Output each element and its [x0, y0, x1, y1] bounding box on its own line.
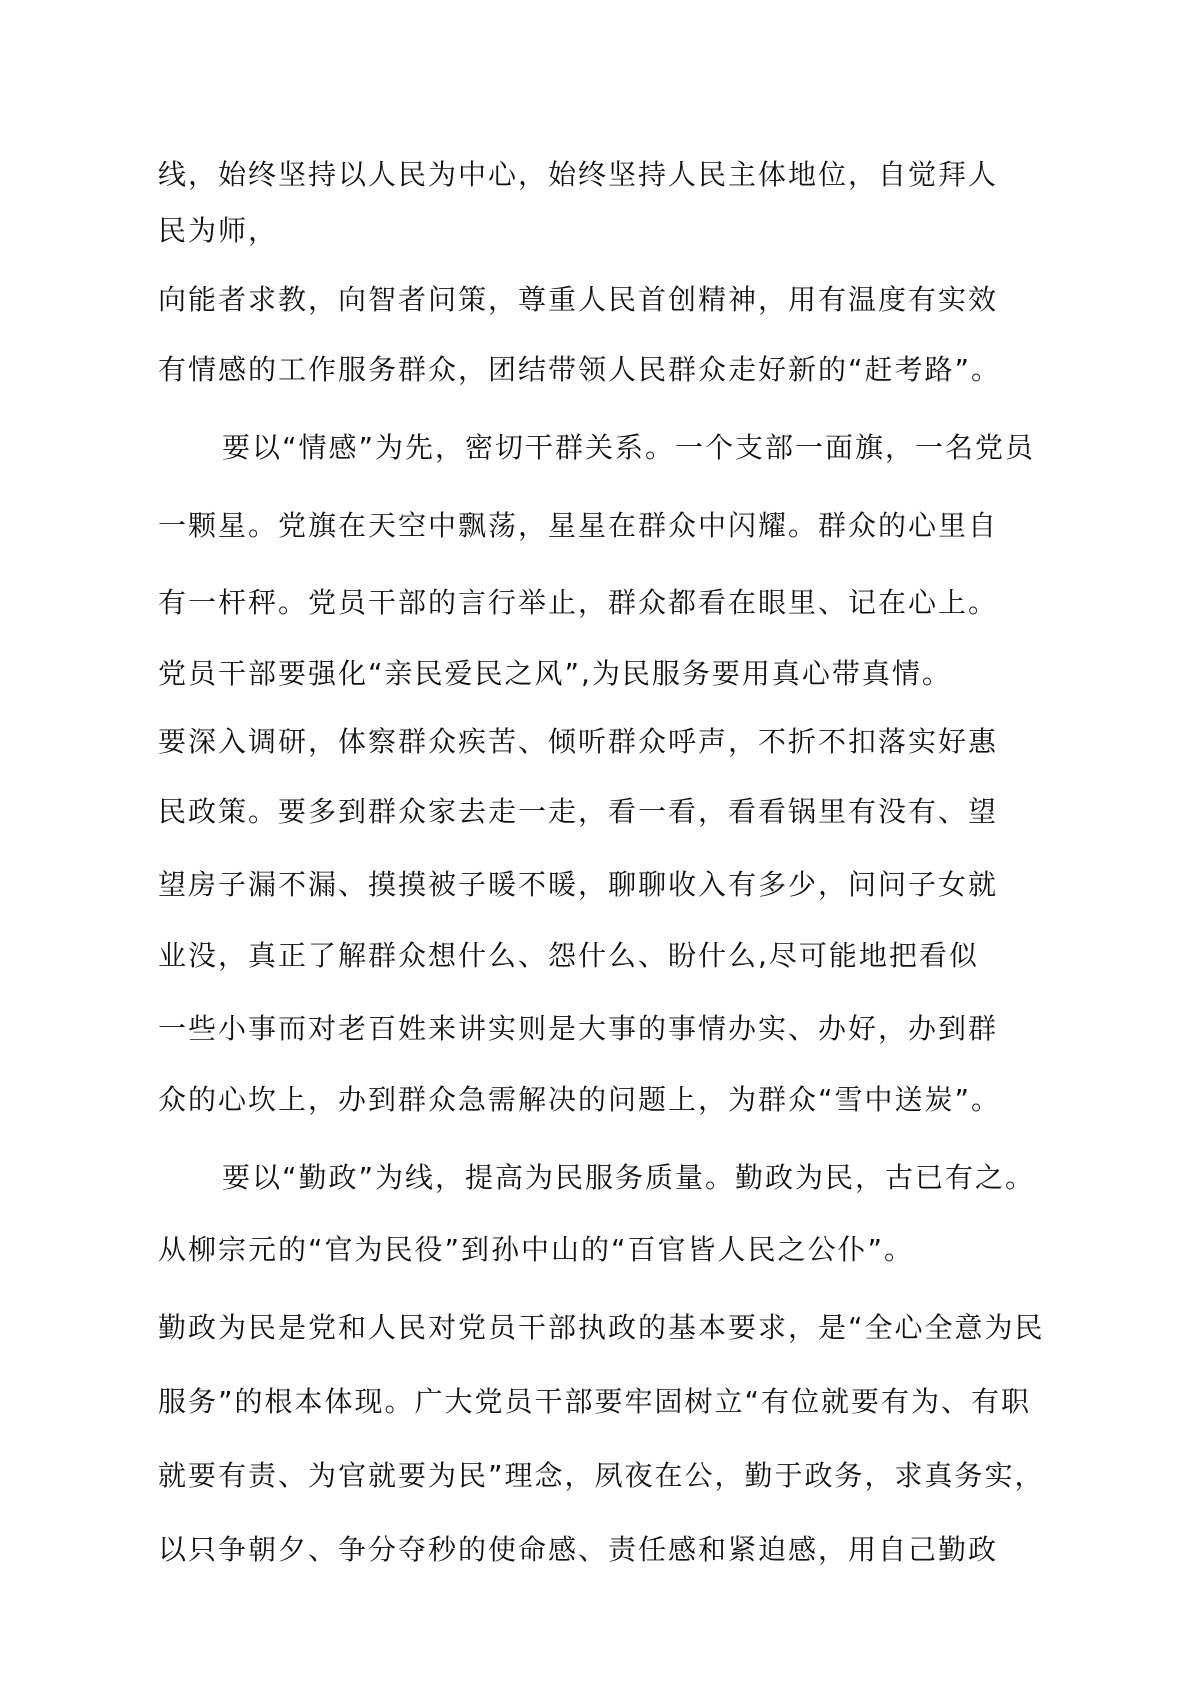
- text-line: 一颗星。党旗在天空中飘荡，星星在群众中闪耀。群众的心里自: [158, 509, 999, 542]
- text-line: 服务”的根本体现。广大党员干部要牢固树立“有位就要有为、有职: [158, 1385, 1032, 1418]
- text-line: 一些小事而对老百姓来讲实则是大事的事情办实、办好，办到群: [158, 1012, 999, 1045]
- text-line: 以只争朝夕、争分夺秒的使命感、责任感和紧迫感，用自己勤政: [158, 1533, 999, 1566]
- text-line: 众的心坎上，办到群众急需解决的问题上，为群众“雪中送炭”。: [158, 1083, 1002, 1116]
- text-line: 民政策。要多到群众家去走一走，看一看，看看锅里有没有、望: [158, 795, 999, 828]
- text-line: 勤政为民是党和人民对党员干部执政的基本要求，是“全心全意为民: [158, 1311, 1045, 1344]
- text-line: 有一杆秤。党员干部的言行举止，群众都看在眼里、记在心上。: [158, 586, 999, 619]
- text-line: 要深入调研，体察群众疾苦、倾听群众呼声，不折不扣落实好惠: [158, 725, 999, 758]
- text-line: 党员干部要强化“亲民爱民之风”,为民服务要用真心带真情。: [158, 657, 952, 690]
- text-line: 要以“勤政”为线，提高为民服务质量。勤政为民，古已有之。: [222, 1161, 1036, 1194]
- text-line: 就要有责、为官就要为民”理念，夙夜在公，勤于政务，求真务实，: [158, 1459, 1045, 1492]
- text-line: 民为师，: [158, 214, 279, 247]
- text-line: 要以“情感”为先，密切干群关系。一个支部一面旗，一名党员: [222, 431, 1036, 464]
- text-line: 望房子漏不漏、摸摸被子暖不暖，聊聊收入有多少，问问子女就: [158, 868, 999, 901]
- text-line: 从柳宗元的“官为民役”到孙中山的“百官皆人民之公仆”。: [158, 1233, 915, 1266]
- text-line: 有情感的工作服务群众，团结带领人民群众走好新的“赶考路”。: [158, 353, 1002, 386]
- text-line: 向能者求教，向智者问策，尊重人民首创精神，用有温度有实效: [158, 283, 999, 316]
- text-line: 线，始终坚持以人民为中心，始终坚持人民主体地位，自觉拜人: [158, 158, 999, 191]
- text-line: 业没，真正了解群众想什么、怨什么、盼什么,尽可能地把看似: [158, 939, 979, 972]
